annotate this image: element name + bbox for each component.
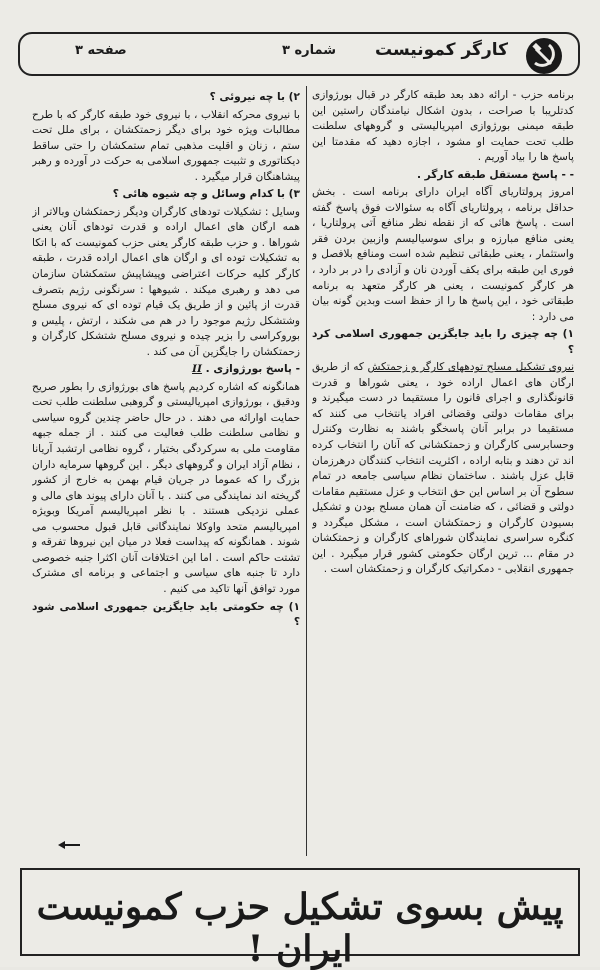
answer-3-paragraph: وسایل : تشکیلات تودهای کارگران ودیگر زحمتکشان وبالاتر از همه ارگان های اعمال اراده و قدرت تودهای آنان یعنی شوراها . و حزب طبقه کارگر یعنی حزب کمونیست که با اتکا به تشکیلات توده ای و ارگان های اعمال اراده قدرت ، طبقه کارگر کلیه حرکات اعتراضی وپیشاپیش ستمکشان سازمان می دهد و رهبری میکند . شیوهها : سرنگونی رژیم بتصرف قدرت از پائین و از طریق یک قیام توده ای که نیروی مسلح وشتشکل رژیم موجود را در هم می شکند ، ارتش ، پلیس و بوروکراسی را بزیر چیده و نیروی مسلح شتشکل کارگران و زحمتکشان را جایگزین آن می کند .: [32, 205, 300, 358]
continue-arrow-icon: [58, 840, 80, 850]
slogan-banner: [20, 868, 580, 970]
answer-1-paragraph: [312, 360, 574, 578]
page-header: [18, 32, 580, 76]
question-3: ۳) با کدام وسائل و چه شیوه هائی ؟: [112, 188, 300, 201]
publication-title: کارگر کمونیست: [375, 40, 508, 60]
answer-1-lead: نیروی تشکیل مسلح تودههای کارگر و زحمتکش: [367, 361, 574, 374]
page-number: صفحه ۳: [75, 43, 127, 58]
section-heading-worker-answer: - - پاسخ مستقل طبقه کارگر .: [416, 168, 574, 181]
slogan-text: پیش بسوی تشکیل حزب کمونیست ایران !: [36, 886, 564, 970]
issue-number: شماره ۳: [282, 43, 337, 58]
program-paragraph: امروز پرولتاریای آگاه ایران دارای برنامه است . بخش حداقل برنامه ، پرولتاریای آگاه به سئوالات فوق پاسخ گفته است . پاسخ هائی که از نقطه نظر منافع آتی پرولتاریا ، یعنی منافع مبارزه و برای سوسیالیسم وازبین بردن فقر واستثمار ، یعنی طبقاتی تنظیم شده است ومنافع بلافصل و فوری این طبقه برای یکف آوردن نان و آزادی را در بر دارد ، هر کارگر کمونیست ، یعنی هر کارگر متعهد به برنامه طبقاتی خود ، این پاسخ ها را از حفظ است وبدین گونه بیان می دارد :: [312, 186, 574, 323]
section-heading-bourgeois-answer: [32, 362, 300, 378]
intro-paragraph: برنامه حزب - ارائه دهد بعد طبقه کارگر در قبال بورژوازی کدتلریبا با صراحت ، بدون اشکال نیامندگان راستین این طبقه میمنی بورژوازی امپریالیستی و گروههای سلطنت طلب تحت حمایت او مشود ، اجازه دهید که مقدمتا این پاسخ ها را بیاد آوریم .: [312, 89, 574, 164]
section-numeral: II: [192, 363, 202, 376]
question-4: ۱) چه حکومتی باید جایگزین جمهوری اسلامی شود ؟: [32, 600, 300, 629]
answer-2-paragraph: با نیروی محرکه انقلاب ، با نیروی خود طبقه کارگر که با طرح مطالبات ویژه خود برای دیگر زحمتکشان ، برای ملل تحت ستم ، زنان و اقلیت مذهبی تمام ستمکشان را حتی ساقط دیکتاتوری و تثبیت جمهوری اسلامی به حرکت در آورده و رهبر پیشاهنگان قرار میگیرد .: [32, 108, 300, 183]
question-2: ۲) با چه نیروئی ؟: [209, 91, 300, 103]
column-divider: [306, 86, 307, 856]
hammer-sickle-icon: [524, 36, 564, 76]
question-1: ۱) چه چیزی را باید جایگزین جمهوری اسلامی کرد ؟: [312, 328, 574, 356]
section-heading-text: - پاسخ بورژوازی .: [205, 363, 300, 376]
answer-1-body: که از طریق ارگان های اعمال اراده خود ، یعنی شوراها و قدرت قانونگذاری و اجرای قانون را مستقیما در دست میگیرند و برای مقامات دولتی وقضائی افراد یانتخاب می کنند که مستقیما در برابر آنان پاسخگو باشند به نظارت وکنترل وحسابرسی کارگران و زحمتکشانی که آنان را انتخاب کرده اند تن دهند و بتابه اراده ، اکثریت انتخاب کنندگان درهرزمان قابل عزل باشند . ساختمان نظام سیاسی جامعه در تمام سطوح آن بر اساس این حق انتخاب و عزل مستقیم مقامات دولتی و قضائی ، که ضامنت آن همان مسلح بودن و تشکیل بسیودن کارگران و زحمتکشان است ، مشکل میگردد و کنگره سراسری نمایندگان شوراهای کارگران و زحمتکشان در مقام ... ترین ارگان حکومتی کشور قرار میگیرد . این جمهوری انقلابی - دمکراتیک کارگران و زحمتکشان است .: [312, 361, 574, 576]
left-column: [32, 88, 300, 858]
right-column: [312, 88, 574, 858]
bourgeois-paragraph: همانگونه که اشاره کردیم پاسخ های بورژوازی را بطور صریح ودقیق ، بورژوازی امپریالیستی و گروهبی سلطنت طلب تحت حمایت اوارائه می دهند . در حال حاضر چندین گروه سیاسی و نظامی سلطنت طلب فعالیت می کنند . از جمله جبهه مقاومت ملی به سرکردگی بختیار ، گروه نظامی ارتشبد آریانا ، نظام آزاد ایران و گروههای دیگر . این گروهها سرمایه داران بزرگ را که عموما در جریان قیام بهمن به خارج از کشور گریخته اند نمایندگی می کنند . با آنان دارای پیوند های مالی و عملی نزدیکی هستند . با نظر امپریالیسم آمریکا وبویژه امپریالیسم متحد واوکلا نمایندگانی قابل قبول محسوب می شوند . همانگونه که پیداست فعلا در میان این نیروها تفرقه و تشتت حاکم است . اما این اختلافات آنان اکثرا جنبه خصوصی دارد تا جنبه های سیاسی و اجتماعی و برنامه ای مشترک مورد توافق آنها تاکید می کنیم .: [32, 380, 300, 595]
